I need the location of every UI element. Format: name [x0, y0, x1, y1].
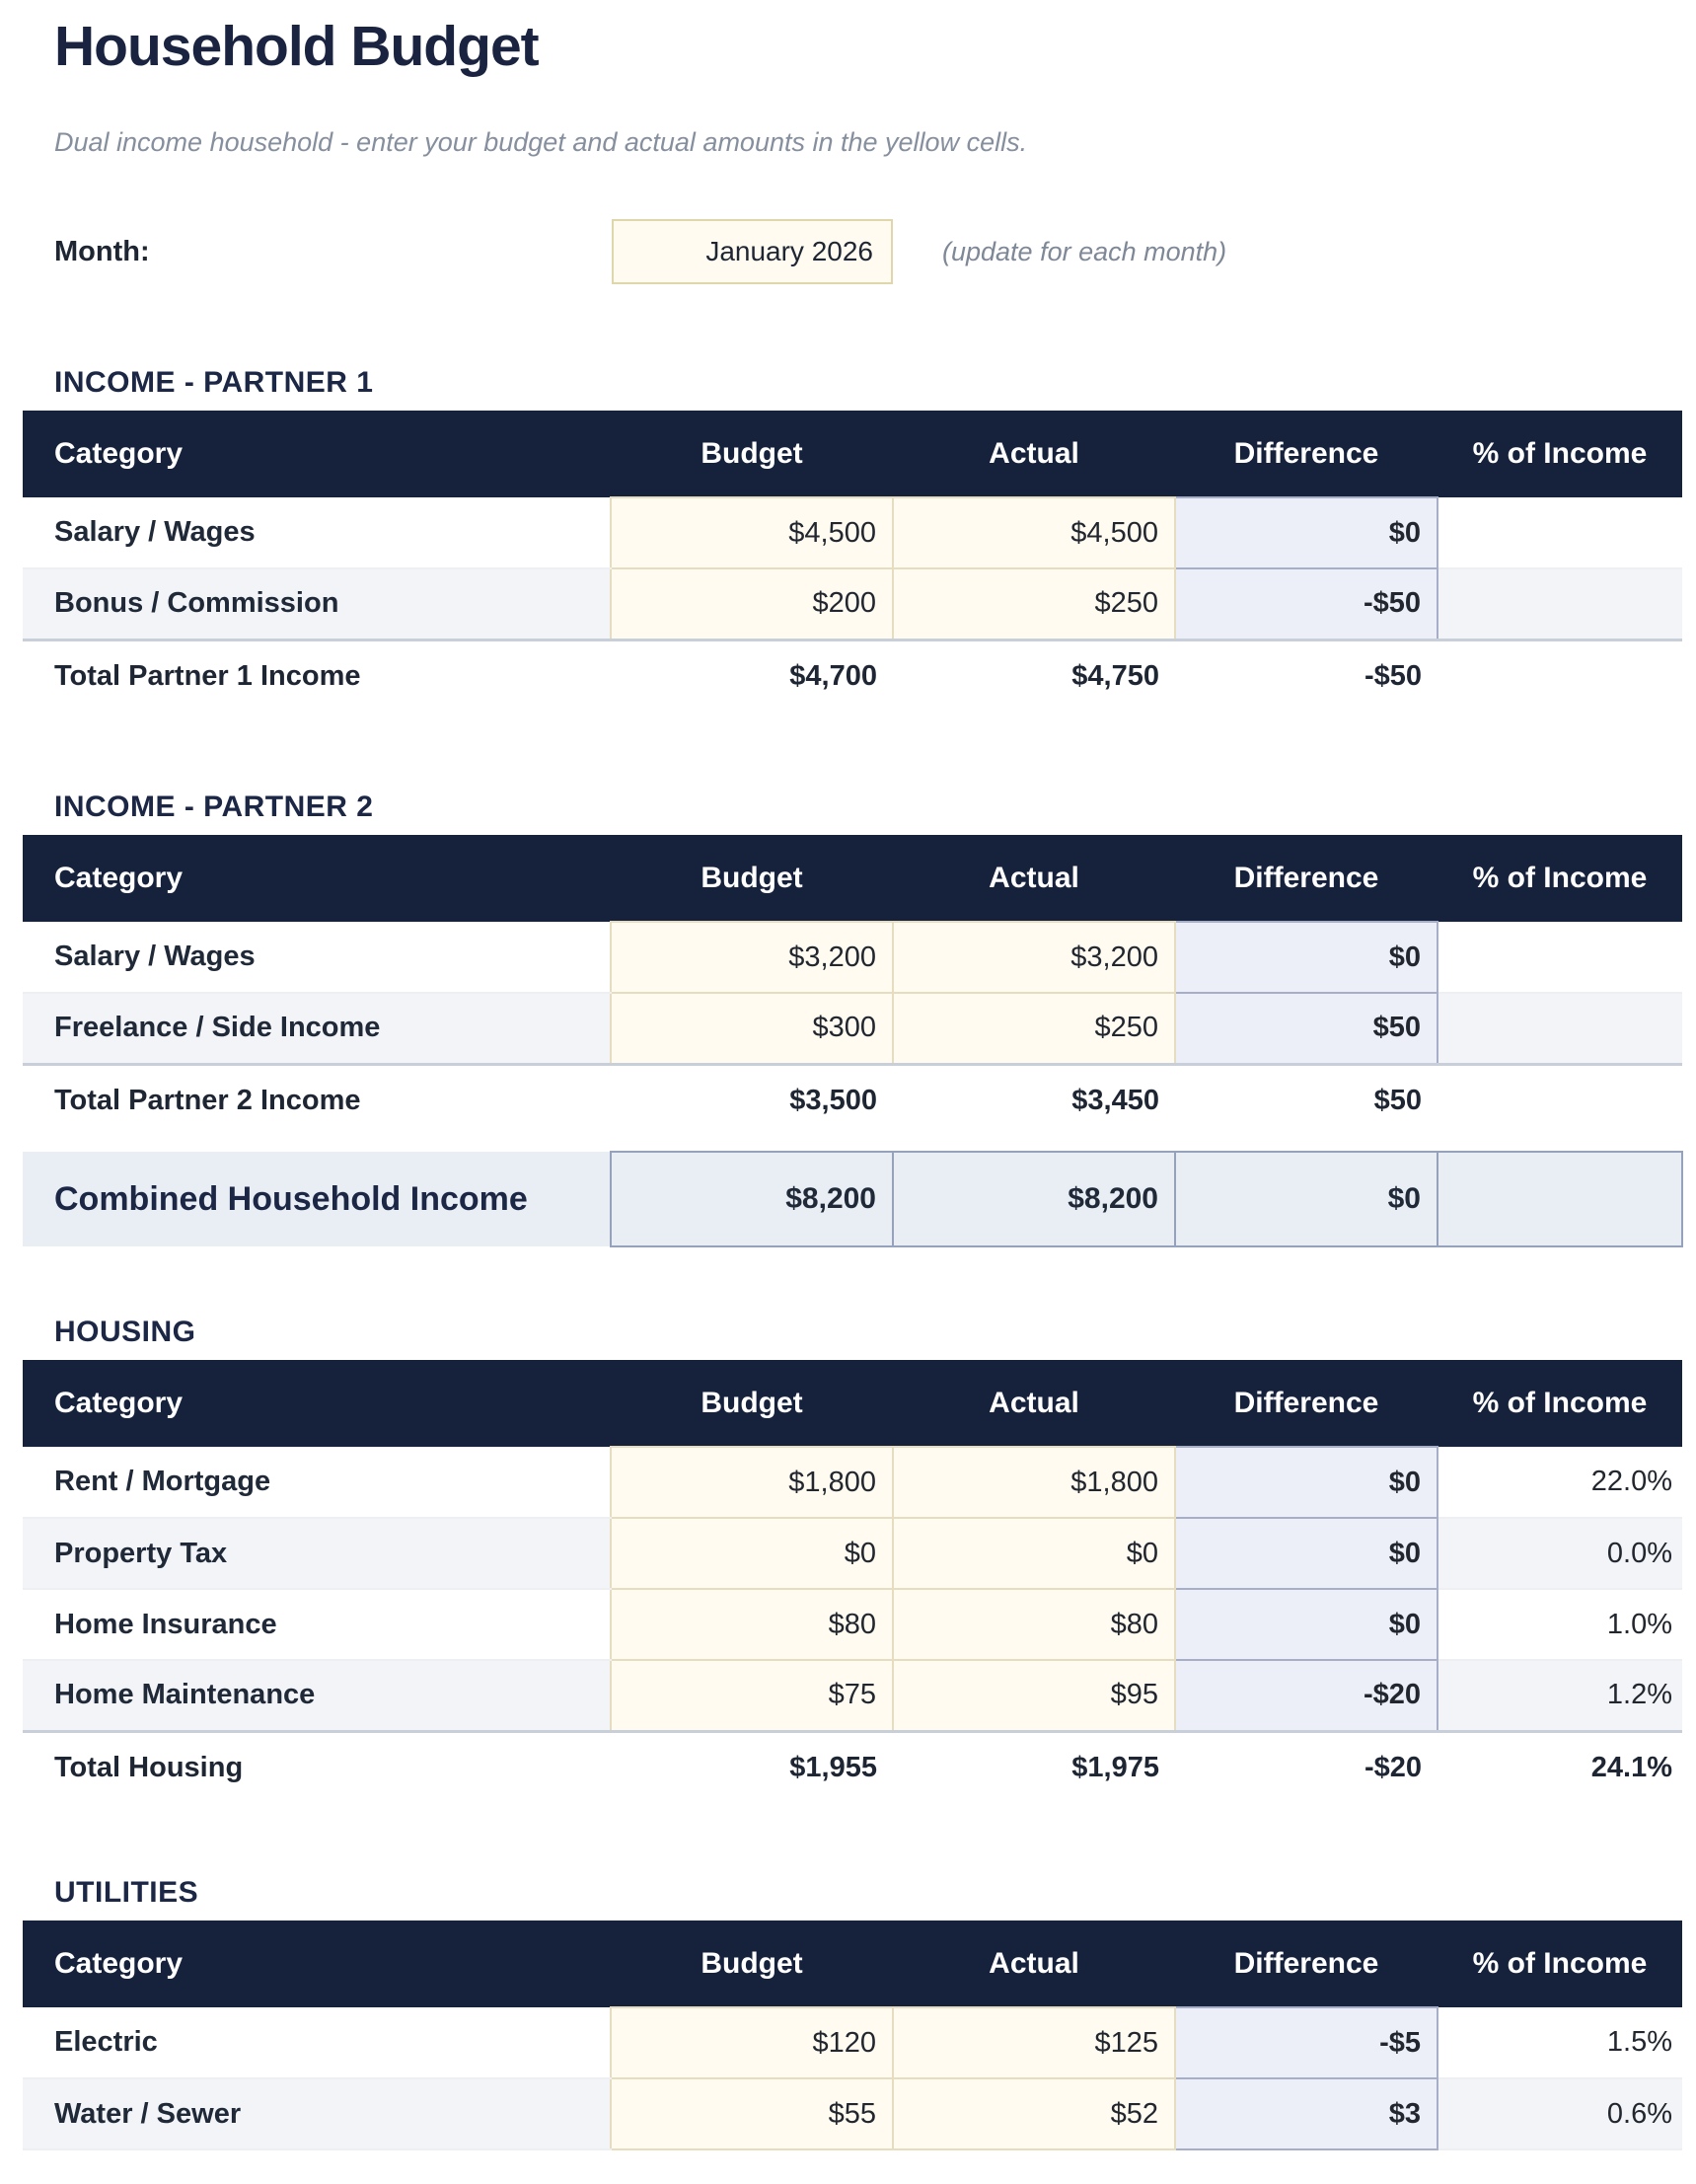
section-income-partner-2	[23, 790, 1682, 1247]
category-cell: Bonus / Commission	[23, 568, 611, 640]
difference-cell: -$5	[1175, 2007, 1438, 2078]
housing-table	[23, 1360, 1682, 1804]
section-title-income-partner-1: INCOME - PARTNER 1	[54, 366, 374, 399]
table-row	[23, 2078, 1682, 2149]
total-pct-cell	[1438, 1064, 1682, 1137]
combined-income-table	[23, 1151, 1683, 1247]
difference-cell: $0	[1175, 922, 1438, 993]
column-header-category: Category	[54, 862, 184, 894]
difference-cell: $0	[1175, 1518, 1438, 1589]
page-title: Household Budget	[54, 15, 539, 78]
combined-difference-cell: $0	[1175, 1152, 1438, 1246]
total-label: Total Partner 1 Income	[23, 640, 611, 713]
column-header-difference: Difference	[1233, 436, 1379, 470]
income-partner-2-table	[23, 835, 1682, 1137]
combined-actual-cell: $8,200	[893, 1152, 1175, 1246]
page-subtitle: Dual income household - enter your budget and actual amounts in the yellow cells.	[54, 127, 1028, 157]
total-row	[23, 1731, 1682, 1804]
pct-income-cell: 0.6%	[1438, 2078, 1682, 2149]
category-cell: Freelance / Side Income	[23, 993, 611, 1064]
difference-cell: $0	[1175, 1589, 1438, 1660]
total-label: Total Partner 2 Income	[23, 1064, 611, 1137]
month-input[interactable]: January 2026	[612, 219, 893, 284]
total-difference-cell: $50	[1175, 1064, 1438, 1137]
column-header-budget: Budget	[701, 861, 803, 894]
column-header-pct-income: % of Income	[1472, 1387, 1648, 1419]
total-budget-cell: $1,955	[611, 1731, 893, 1804]
column-header-budget: Budget	[701, 1946, 803, 1980]
actual-cell[interactable]: $95	[893, 1660, 1175, 1731]
category-cell: Salary / Wages	[23, 497, 611, 568]
table-row	[23, 1589, 1682, 1660]
pct-income-cell: 1.0%	[1438, 1589, 1682, 1660]
category-cell: Property Tax	[23, 1518, 611, 1589]
difference-cell: -$50	[1175, 568, 1438, 640]
column-header-difference: Difference	[1233, 1386, 1379, 1419]
section-utilities	[23, 1875, 1682, 2150]
category-cell: Water / Sewer	[23, 2078, 611, 2149]
combined-pct-cell	[1438, 1152, 1682, 1246]
section-housing	[23, 1315, 1682, 1804]
pct-income-cell: 1.2%	[1438, 1660, 1682, 1731]
total-pct-cell: 24.1%	[1438, 1731, 1682, 1804]
pct-income-cell	[1438, 497, 1682, 568]
column-header-actual: Actual	[989, 1386, 1079, 1419]
budget-cell[interactable]: $80	[611, 1589, 893, 1660]
column-header-budget: Budget	[701, 436, 803, 470]
budget-cell[interactable]: $55	[611, 2078, 893, 2149]
combined-income-row	[23, 1152, 1682, 1246]
difference-cell: -$20	[1175, 1660, 1438, 1731]
budget-cell[interactable]: $0	[611, 1518, 893, 1589]
pct-income-cell	[1438, 922, 1682, 993]
budget-cell[interactable]: $3,200	[611, 922, 893, 993]
budget-cell[interactable]: $4,500	[611, 497, 893, 568]
column-header-pct-income: % of Income	[1472, 862, 1648, 894]
column-header-pct-income: % of Income	[1472, 1947, 1648, 1980]
column-header-budget: Budget	[701, 1386, 803, 1419]
section-title-utilities: UTILITIES	[54, 1876, 199, 1909]
table-row	[23, 2007, 1682, 2078]
budget-page	[23, 14, 1682, 2150]
category-cell: Rent / Mortgage	[23, 1447, 611, 1518]
actual-cell[interactable]: $250	[893, 993, 1175, 1064]
table-row	[23, 922, 1682, 993]
category-cell: Salary / Wages	[23, 922, 611, 993]
section-income-partner-1	[23, 365, 1682, 713]
total-budget-cell: $3,500	[611, 1064, 893, 1137]
actual-cell[interactable]: $3,200	[893, 922, 1175, 993]
budget-cell[interactable]: $1,800	[611, 1447, 893, 1518]
section-title-income-partner-2: INCOME - PARTNER 2	[54, 791, 374, 823]
combined-label: Combined Household Income	[54, 1179, 528, 1218]
pct-income-cell: 22.0%	[1438, 1447, 1682, 1518]
total-label: Total Housing	[23, 1731, 611, 1804]
total-pct-cell	[1438, 640, 1682, 713]
budget-cell[interactable]: $200	[611, 568, 893, 640]
total-actual-cell: $4,750	[893, 640, 1175, 713]
category-cell: Home Insurance	[23, 1589, 611, 1660]
table-row	[23, 1660, 1682, 1731]
budget-cell[interactable]: $75	[611, 1660, 893, 1731]
actual-cell[interactable]: $1,800	[893, 1447, 1175, 1518]
difference-cell: $0	[1175, 497, 1438, 568]
month-note: (update for each month)	[942, 236, 1227, 266]
total-actual-cell: $1,975	[893, 1731, 1175, 1804]
total-actual-cell: $3,450	[893, 1064, 1175, 1137]
table-header-row	[23, 835, 1682, 922]
total-row	[23, 640, 1682, 713]
actual-cell[interactable]: $80	[893, 1589, 1175, 1660]
column-header-actual: Actual	[989, 861, 1079, 894]
total-difference-cell: -$20	[1175, 1731, 1438, 1804]
total-difference-cell: -$50	[1175, 640, 1438, 713]
table-row	[23, 1447, 1682, 1518]
pct-income-cell	[1438, 568, 1682, 640]
actual-cell[interactable]: $52	[893, 2078, 1175, 2149]
pct-income-cell	[1438, 993, 1682, 1064]
table-row	[23, 1518, 1682, 1589]
column-header-category: Category	[54, 1387, 184, 1419]
actual-cell[interactable]: $125	[893, 2007, 1175, 2078]
table-header-row	[23, 1920, 1682, 2007]
column-header-actual: Actual	[989, 436, 1079, 470]
utilities-table	[23, 1920, 1682, 2150]
month-row	[54, 217, 1682, 286]
actual-cell[interactable]: $0	[893, 1518, 1175, 1589]
section-title-housing: HOUSING	[54, 1316, 196, 1348]
budget-cell[interactable]: $120	[611, 2007, 893, 2078]
table-row	[23, 568, 1682, 640]
income-partner-1-table	[23, 411, 1682, 713]
actual-cell[interactable]: $250	[893, 568, 1175, 640]
category-cell: Home Maintenance	[23, 1660, 611, 1731]
difference-cell: $0	[1175, 1447, 1438, 1518]
table-header-row	[23, 1360, 1682, 1447]
column-header-actual: Actual	[989, 1946, 1079, 1980]
difference-cell: $50	[1175, 993, 1438, 1064]
actual-cell[interactable]: $4,500	[893, 497, 1175, 568]
column-header-difference: Difference	[1233, 1946, 1379, 1980]
budget-cell[interactable]: $300	[611, 993, 893, 1064]
month-label: Month:	[54, 235, 150, 267]
pct-income-cell: 1.5%	[1438, 2007, 1682, 2078]
combined-income-block	[23, 1151, 1682, 1247]
column-header-difference: Difference	[1233, 861, 1379, 894]
table-header-row	[23, 411, 1682, 497]
difference-cell: $3	[1175, 2078, 1438, 2149]
category-cell: Electric	[23, 2007, 611, 2078]
table-row	[23, 497, 1682, 568]
combined-budget-cell: $8,200	[611, 1152, 893, 1246]
column-header-category: Category	[54, 1947, 184, 1980]
column-header-category: Category	[54, 437, 184, 470]
total-row	[23, 1064, 1682, 1137]
table-row	[23, 993, 1682, 1064]
total-budget-cell: $4,700	[611, 640, 893, 713]
column-header-pct-income: % of Income	[1472, 437, 1648, 470]
pct-income-cell: 0.0%	[1438, 1518, 1682, 1589]
